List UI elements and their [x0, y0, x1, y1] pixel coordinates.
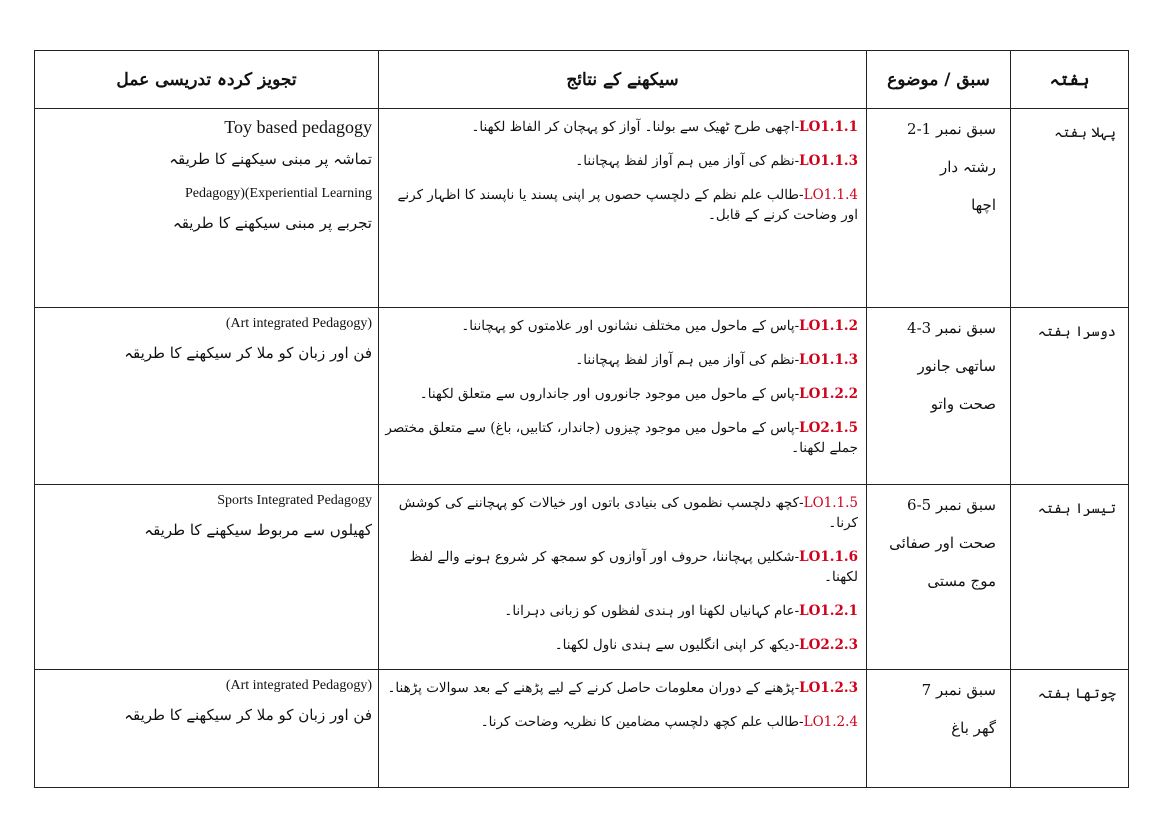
table-row — [35, 308, 1129, 485]
topic-line: سبق نمبر 5-6 — [907, 496, 996, 514]
topic-line: سبق نمبر 7 — [921, 681, 996, 699]
pedagogy-english: Sports Integrated Pedagogy — [217, 493, 372, 508]
learning-outcome — [379, 185, 858, 225]
topic-cell — [867, 308, 1011, 485]
topic-line: سبق نمبر 3-4 — [907, 319, 996, 337]
pedagogy-english: Pedagogy)(Experiential Learning — [185, 186, 372, 201]
outcome-text: -کچھ دلچسپ نظموں کی بنیادی باتوں اور خیالات کو پہچاننے کی کوشش کرنا۔ — [398, 495, 858, 531]
outcome-text: -پاس کے ماحول میں موجود چیزوں (جاندار، کتابیں، باغ) سے متعلق مختصر جملے لکھنا۔ — [385, 420, 858, 456]
pedagogy-cell — [35, 670, 379, 788]
outcome-code: LO2.2.3 — [799, 637, 858, 653]
outcome-code: LO1.2.4 — [803, 714, 858, 730]
learning-outcome — [379, 350, 858, 370]
learning-outcome — [379, 635, 858, 655]
week-cell: دوسرا ہفتہ — [1011, 308, 1129, 485]
learning-outcome — [379, 151, 858, 171]
topic-line: صحت اور صفائی — [889, 534, 996, 552]
pedagogy-urdu: کھیلوں سے مربوط سیکھنے کا طریقہ — [144, 521, 372, 539]
outcome-code: LO1.1.4 — [803, 187, 858, 203]
topic-line: موج مستی — [927, 572, 996, 590]
outcome-text: -اچھی طرح ٹھیک سے بولنا۔ آواز کو پہچان کر الفاظ لکھنا۔ — [471, 119, 800, 135]
learning-outcome — [379, 678, 858, 698]
pedagogy-english: (Art integrated Pedagogy) — [225, 316, 372, 331]
table-row — [35, 670, 1129, 788]
pedagogy-english: (Art integrated Pedagogy) — [225, 678, 372, 693]
topic-line: رشتہ دار — [940, 158, 996, 176]
outcome-code: LO1.1.3 — [799, 352, 858, 368]
outcome-code: LO1.2.3 — [799, 680, 858, 696]
learning-outcome — [379, 316, 858, 336]
learning-outcome — [379, 547, 858, 587]
outcome-code: LO1.1.3 — [799, 153, 858, 169]
pedagogy-urdu: تماشہ پر مبنی سیکھنے کا طریقہ — [169, 150, 372, 168]
lesson-plan-table — [34, 50, 1129, 788]
outcomes-cell — [379, 485, 867, 670]
week-cell: تیسرا ہفتہ — [1011, 485, 1129, 670]
table-row — [35, 485, 1129, 670]
outcome-code: LO1.2.2 — [799, 386, 858, 402]
pedagogy-urdu: تجربے پر مبنی سیکھنے کا طریقہ — [172, 214, 372, 232]
pedagogy-urdu: فن اور زبان کو ملا کر سیکھنے کا طریقہ — [124, 706, 372, 724]
outcome-code: LO1.1.6 — [799, 549, 858, 565]
outcome-text: -عام کہانیاں لکھنا اور ہندی لفظوں کو زبانی دہرانا۔ — [504, 603, 800, 619]
header-outcomes: سیکھنے کے نتائج — [379, 51, 867, 109]
outcomes-cell — [379, 670, 867, 788]
learning-outcome — [379, 384, 858, 404]
outcome-text: -شکلیں پہچاننا، حروف اور آوازوں کو سمجھ کر شروع ہونے والے لفظ لکھنا۔ — [409, 549, 858, 585]
pedagogy-cell — [35, 109, 379, 308]
header-row — [35, 51, 1129, 109]
learning-outcome — [379, 493, 858, 533]
topic-cell — [867, 670, 1011, 788]
header-topic: سبق / موضوع — [867, 51, 1011, 109]
outcome-code: LO1.1.2 — [799, 318, 858, 334]
outcome-code: LO1.1.5 — [803, 495, 858, 511]
topic-line: صحت واتو — [930, 395, 996, 413]
learning-outcome — [379, 601, 858, 621]
topic-line: ساتھی جانور — [917, 357, 996, 375]
learning-outcome — [379, 418, 858, 458]
learning-outcome — [379, 117, 858, 137]
table-row — [35, 109, 1129, 308]
outcome-code: LO1.2.1 — [799, 603, 858, 619]
outcome-text: -پڑھنے کے دوران معلومات حاصل کرنے کے لیے پڑھنے کے بعد سوالات پڑھنا۔ — [387, 680, 800, 696]
outcome-text: -نظم کی آواز میں ہم آواز لفظ پہچاننا۔ — [575, 153, 800, 169]
topic-cell — [867, 485, 1011, 670]
outcome-text: -طالب علم نظم کے دلچسپ حصوں پر اپنی پسند یا ناپسند کا اظہار کرنے اور وضاحت کرنے کے قابل۔ — [397, 187, 858, 223]
learning-outcome — [379, 712, 858, 732]
pedagogy-urdu: فن اور زبان کو ملا کر سیکھنے کا طریقہ — [124, 344, 372, 362]
outcome-text: -دیکھ کر اپنی انگلیوں سے ہندی ناول لکھنا۔ — [554, 637, 800, 653]
header-week: ہفتہ — [1011, 51, 1129, 109]
pedagogy-english: Toy based pedagogy — [224, 117, 372, 137]
topic-line: سبق نمبر 1-2 — [907, 120, 996, 138]
week-cell: چوتھا ہفتہ — [1011, 670, 1129, 788]
outcomes-cell — [379, 308, 867, 485]
outcome-text: -نظم کی آواز میں ہم آواز لفظ پہچاننا۔ — [575, 352, 800, 368]
outcome-text: -طالب علم کچھ دلچسپ مضامین کا نظریہ وضاحت کرنا۔ — [480, 714, 804, 730]
topic-line: اچھا — [971, 196, 996, 214]
outcome-code: LO1.1.1 — [799, 119, 858, 135]
outcome-text: -پاس کے ماحول میں موجود جانوروں اور جانداروں سے متعلق لکھنا۔ — [419, 386, 800, 402]
outcome-code: LO2.1.5 — [799, 420, 858, 436]
pedagogy-cell — [35, 308, 379, 485]
pedagogy-cell — [35, 485, 379, 670]
topic-cell — [867, 109, 1011, 308]
outcome-text: -پاس کے ماحول میں مختلف نشانوں اور علامتوں کو پہچاننا۔ — [461, 318, 800, 334]
header-pedagogy: تجویز کردہ تدریسی عمل — [35, 51, 379, 109]
week-cell: پہلا ہفتہ — [1011, 109, 1129, 308]
outcomes-cell — [379, 109, 867, 308]
topic-line: گھر باغ — [951, 719, 996, 737]
